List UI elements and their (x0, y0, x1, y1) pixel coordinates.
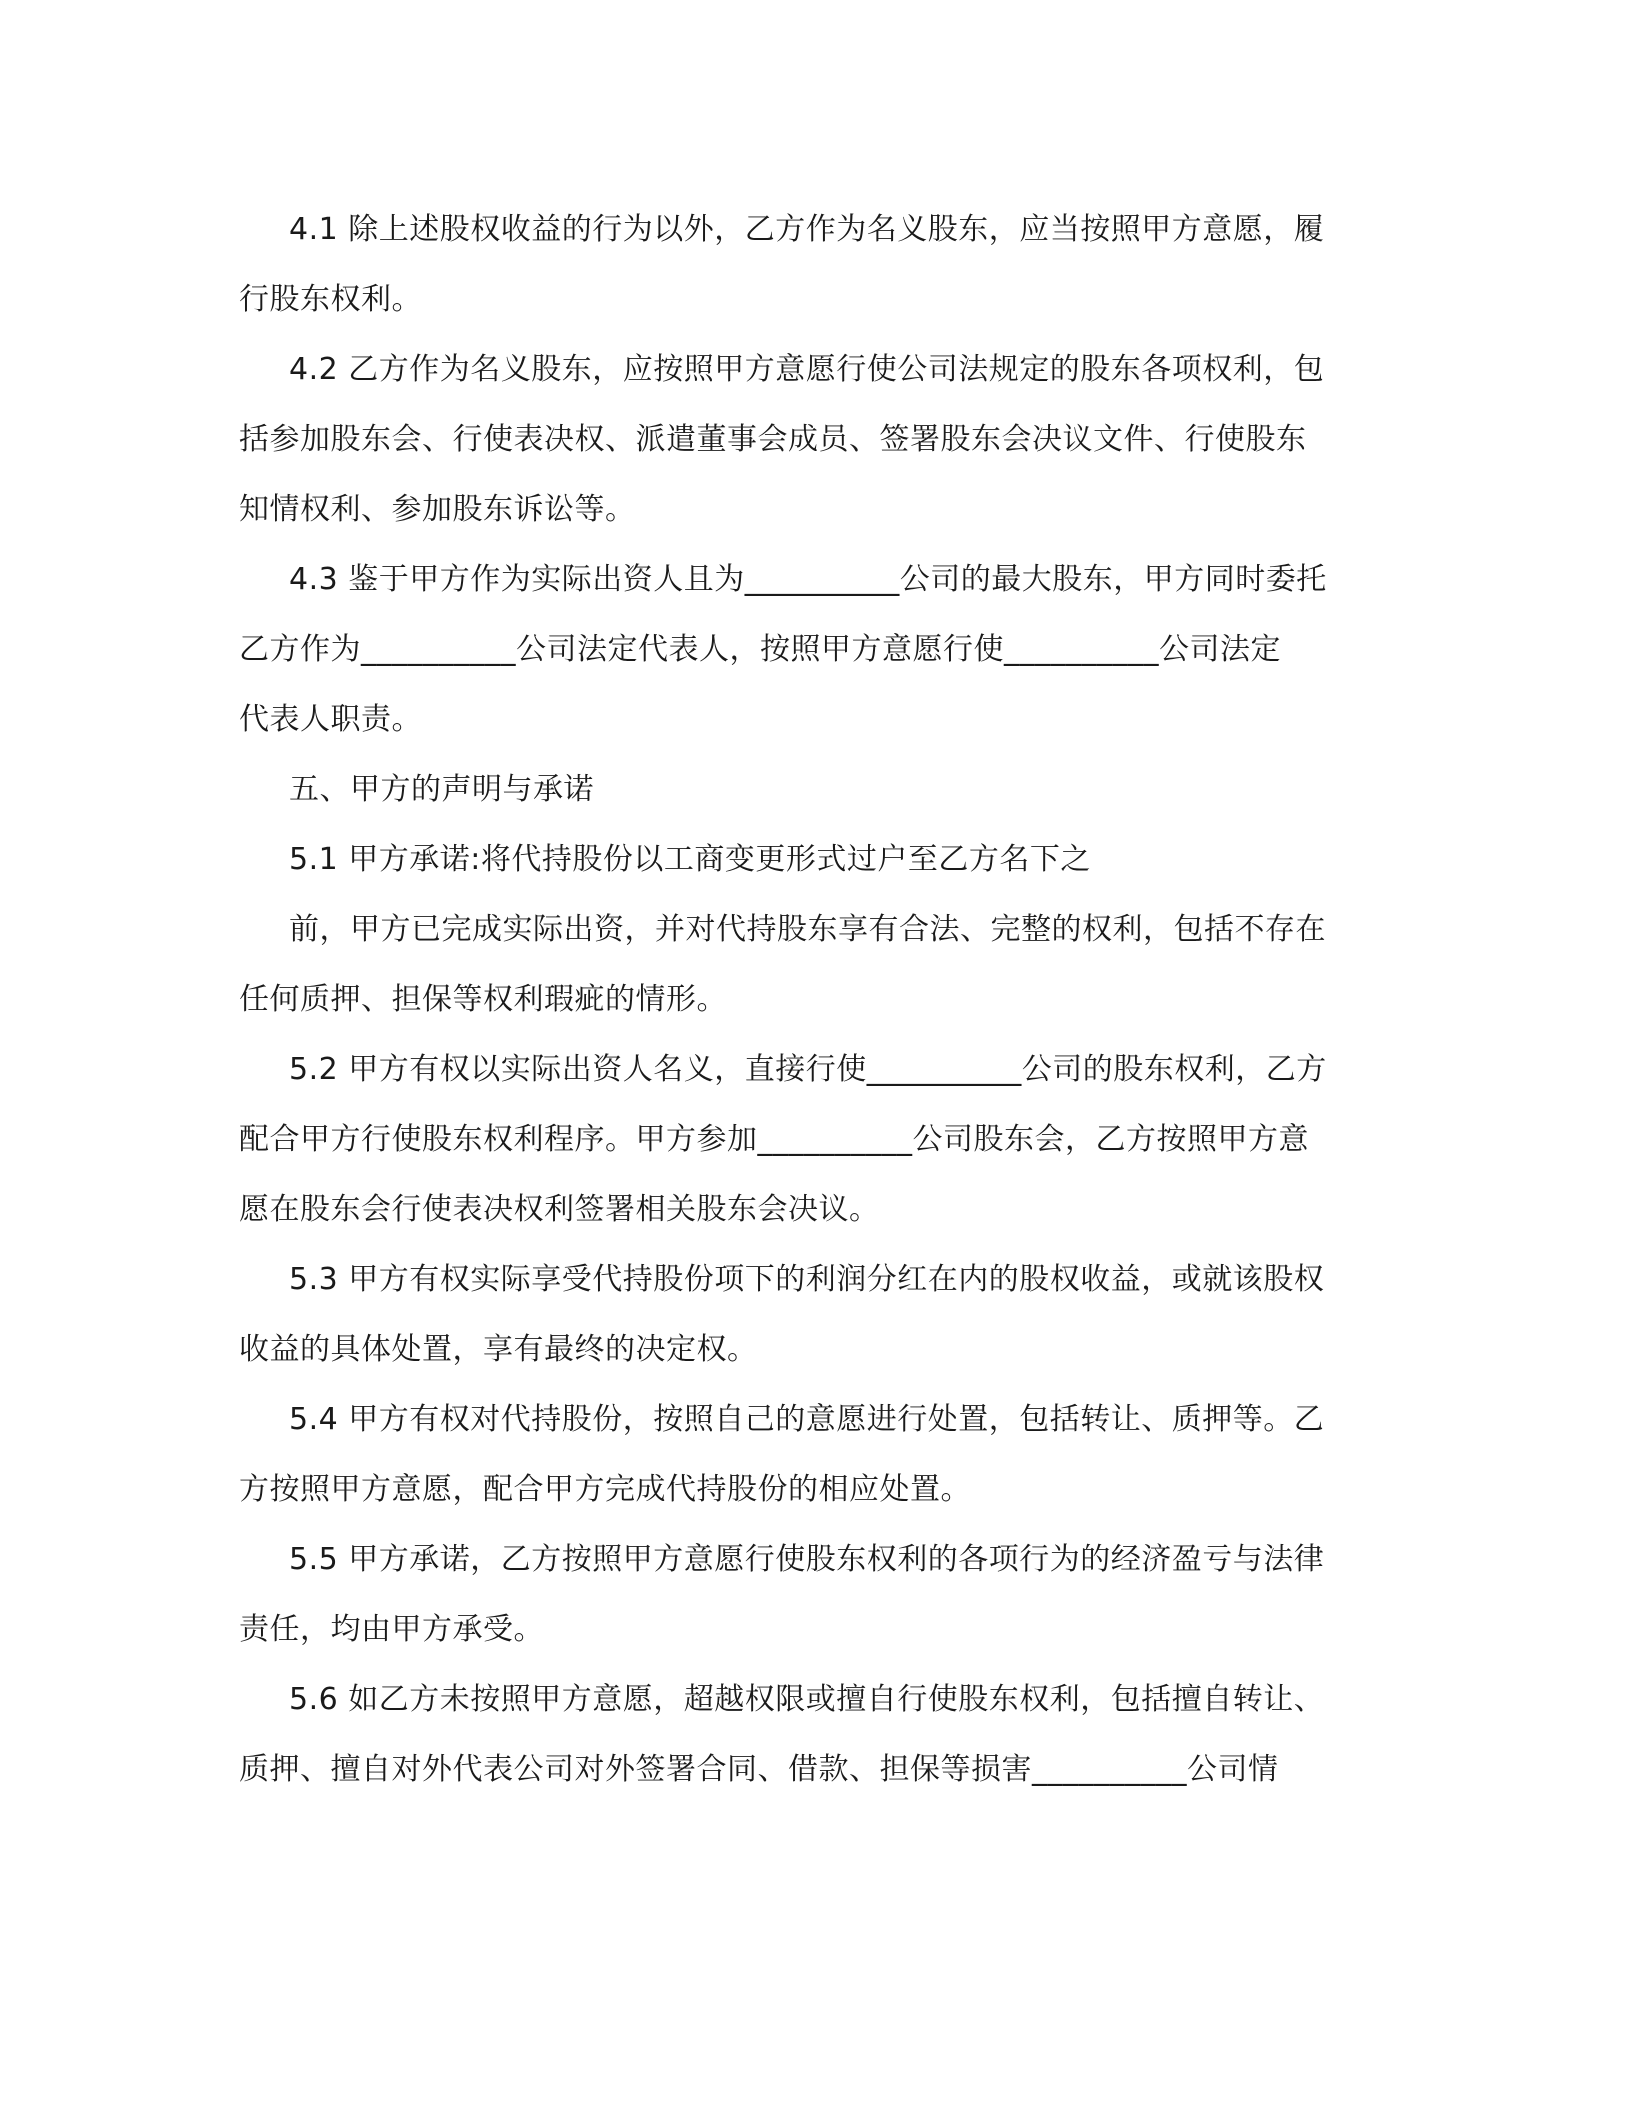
text-line: 4.3 鉴于甲方作为实际出资人且为__________公司的最大股东，甲方同时委托 (289, 562, 1327, 597)
text-line: 5.1 甲方承诺:将代持股份以工商变更形式过户至乙方名下之 (289, 842, 1091, 877)
text-line: 知情权利、参加股东诉讼等。 (239, 492, 636, 527)
section-heading: 五、甲方的声明与承诺 (289, 772, 594, 807)
text-line: 4.1 除上述股权收益的行为以外，乙方作为名义股东，应当按照甲方意愿，履 (289, 212, 1325, 247)
text-line: 收益的具体处置，享有最终的决定权。 (239, 1332, 758, 1367)
text-line: 配合甲方行使股东权利程序。甲方参加__________公司股东会，乙方按照甲方意 (239, 1122, 1309, 1157)
text-line: 5.3 甲方有权实际享受代持股份项下的利润分红在内的股权收益，或就该股权 (289, 1262, 1325, 1297)
text-line: 5.6 如乙方未按照甲方意愿，超越权限或擅自行使股东权利，包括擅自转让、 (289, 1682, 1325, 1717)
text-line: 5.2 甲方有权以实际出资人名义，直接行使__________公司的股东权利，乙方 (289, 1052, 1327, 1087)
text-line: 5.5 甲方承诺，乙方按照甲方意愿行使股东权利的各项行为的经济盈亏与法律 (289, 1542, 1325, 1577)
text-line: 任何质押、担保等权利瑕疵的情形。 (239, 982, 727, 1017)
text-line: 5.4 甲方有权对代持股份，按照自己的意愿进行处置，包括转让、质押等。乙 (289, 1402, 1325, 1437)
text-line: 行股东权利。 (239, 282, 422, 317)
document-body (239, 195, 1389, 1805)
text-line: 前，甲方已完成实际出资，并对代持股东享有合法、完整的权利，包括不存在 (289, 912, 1326, 947)
text-line: 责任，均由甲方承受。 (239, 1612, 544, 1647)
text-line: 方按照甲方意愿，配合甲方完成代持股份的相应处置。 (239, 1472, 971, 1507)
text-line: 愿在股东会行使表决权利签署相关股东会决议。 (239, 1192, 880, 1227)
text-line: 4.2 乙方作为名义股东，应按照甲方意愿行使公司法规定的股东各项权利，包 (289, 352, 1325, 387)
text-line: 质押、擅自对外代表公司对外签署合同、借款、担保等损害__________公司情 (239, 1752, 1279, 1787)
text-line: 代表人职责。 (239, 702, 422, 737)
text-line: 括参加股东会、行使表决权、派遣董事会成员、签署股东会决议文件、行使股东 (239, 422, 1307, 457)
text-line: 乙方作为__________公司法定代表人，按照甲方意愿行使__________公司法定 (239, 632, 1281, 667)
